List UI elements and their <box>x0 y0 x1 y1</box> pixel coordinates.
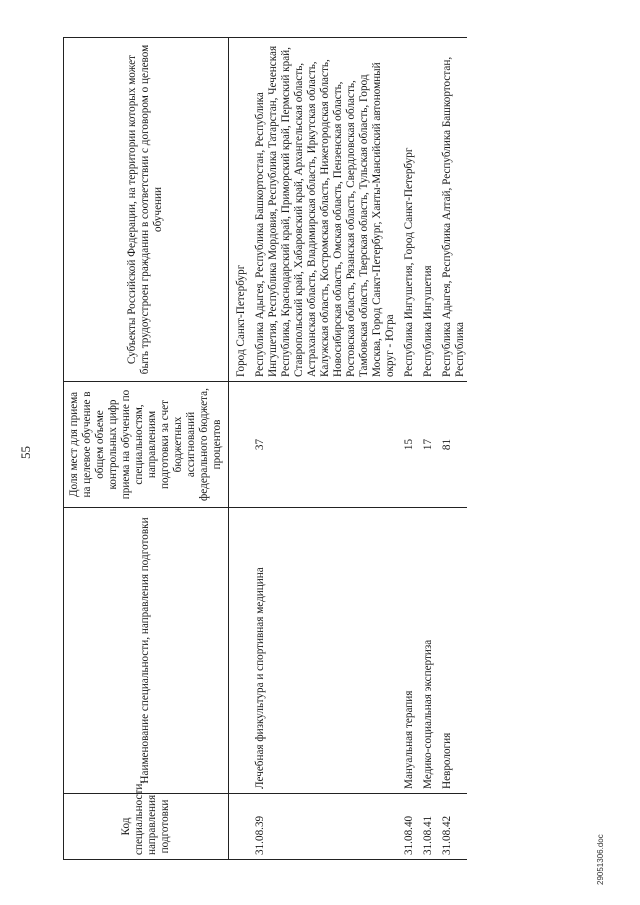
cell-share: 81 <box>435 382 467 508</box>
cell-name <box>228 508 247 794</box>
cell-code: 31.08.41 <box>416 794 435 860</box>
table-header-row <box>64 38 229 860</box>
cell-regions: Город Санкт-Петербург <box>228 38 247 382</box>
cell-code: 31.08.40 <box>397 794 416 860</box>
table-row <box>397 38 416 860</box>
table-row <box>228 38 247 860</box>
cell-code <box>228 794 247 860</box>
cell-name: Лечебная физкультура и спортивная медицина <box>248 508 397 794</box>
cell-regions: Республика Ингушетия, Город Санкт-Петербург <box>397 38 416 382</box>
table-row <box>416 38 435 860</box>
cell-code: 31.08.39 <box>248 794 397 860</box>
header-regions: Субъекты Российской Федерации, на территории которых может быть трудоустроен гражданин в соответствии с договором о целевом обучении <box>64 38 229 382</box>
cell-share: 37 <box>248 382 397 508</box>
target-training-table <box>63 37 467 860</box>
document-id: 29051306.doc <box>596 834 605 885</box>
header-name: Наименование специальности, направления подготовки <box>64 508 229 794</box>
cell-share: 17 <box>416 382 435 508</box>
cell-code: 31.08.42 <box>435 794 467 860</box>
cell-share <box>228 382 247 508</box>
page-number: 55 <box>18 446 33 459</box>
cell-name: Медико-социальная экспертиза <box>416 508 435 794</box>
cell-regions: Республика Ингушетия <box>416 38 435 382</box>
table-row <box>435 38 467 860</box>
cell-name: Мануальная терапия <box>397 508 416 794</box>
cell-regions: Республика Адыгея, Республика Башкортостан, Республика Ингушетия, Республика Мордовия, Республика Татарстан, Чеченская Республика, Краснодарский край, Приморский край, Пермский край, Ставропольский край, Хабаровский край, Архангельская область, Астраханская область, Владимирская область, Иркутская область, Калужская область, Костромская область, Нижегородская область, Новосибирская область, Омская область, Пензенская область, Ростовская область, Рязанская область, Свердловская область, Тамбовская область, Тверская область, Тульская область, Город Москва, Город Санкт-Петербург, Ханты-Мансийский автономный округ - Югра <box>248 38 397 382</box>
header-code: Код специальности, направления подготовки <box>64 794 229 860</box>
cell-regions: Республика Адыгея, Республика Алтай, Республика Башкортостан, Республика <box>435 38 467 382</box>
cell-share: 15 <box>397 382 416 508</box>
cell-name: Неврология <box>435 508 467 794</box>
header-share: Доля мест для приема на целевое обучение в общем объеме контрольных цифр приема на обучение по специальностям, направлениям подготовки за счет бюджетных ассигнований федерального бюджета, процентов <box>64 382 229 508</box>
table-row <box>248 38 397 860</box>
